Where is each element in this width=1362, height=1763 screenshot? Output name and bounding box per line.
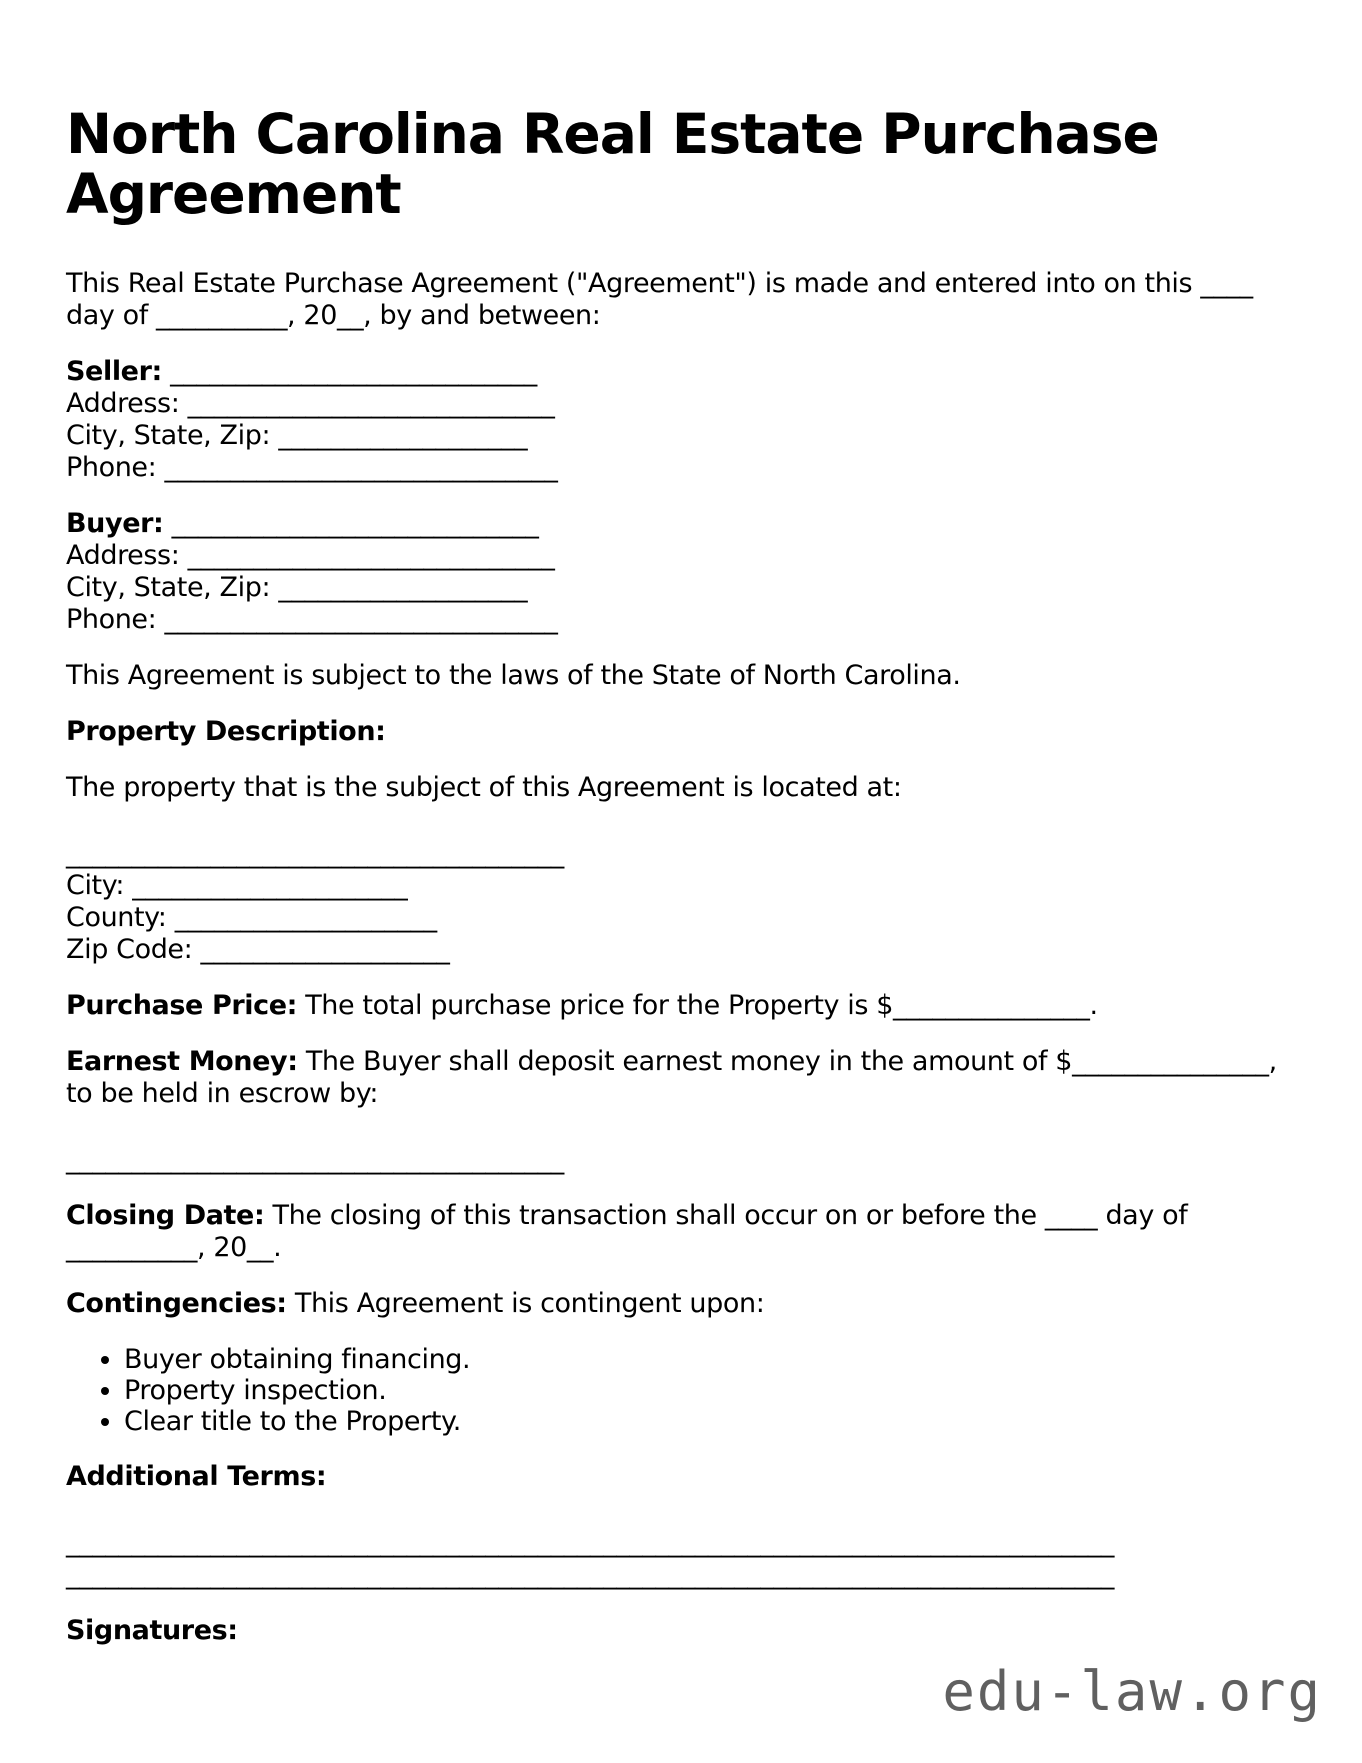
buyer-city-state-zip-label: City, State, Zip: <box>66 572 271 603</box>
contingency-item-financing: • Buyer obtaining financing. <box>124 1344 1292 1375</box>
seller-name-line <box>66 356 1292 388</box>
seller-address-blank: ____________________________ <box>187 388 555 419</box>
seller-city-state-zip-line <box>66 420 1292 452</box>
watermark: edu-law.org <box>942 1660 1322 1723</box>
contingencies-list <box>66 1344 1292 1437</box>
property-location-block <box>66 838 1292 966</box>
property-address-line <box>66 838 1292 870</box>
property-county-blank: ____________________ <box>174 902 437 933</box>
signatures-heading: Signatures: <box>66 1615 238 1646</box>
buyer-name-blank: ____________________________ <box>171 508 539 539</box>
additional-terms-blank-1: ________________________________________________________________________________ <box>66 1527 1115 1558</box>
additional-terms-heading: Additional Terms: <box>66 1461 327 1492</box>
buyer-city-state-zip-blank: ___________________ <box>278 572 528 603</box>
property-county-line <box>66 902 1292 934</box>
additional-terms-line-2 <box>66 1559 1292 1591</box>
buyer-address-label: Address: <box>66 540 180 571</box>
additional-terms-blank-2: ________________________________________________________________________________ <box>66 1559 1115 1590</box>
property-address-blank: ______________________________________ <box>66 838 564 869</box>
seller-city-state-zip-blank: ___________________ <box>278 420 528 451</box>
seller-city-state-zip-label: City, State, Zip: <box>66 420 271 451</box>
seller-phone-label: Phone: <box>66 452 157 483</box>
seller-phone-blank: ______________________________ <box>164 452 558 483</box>
seller-phone-line <box>66 452 1292 484</box>
property-intro-paragraph: The property that is the subject of this Agreement is located at: <box>66 772 902 803</box>
purchase-price-text: The total purchase price for the Property is $_______________. <box>305 990 1098 1021</box>
property-city-blank: _____________________ <box>132 870 408 901</box>
contingencies-text: This Agreement is contingent upon: <box>294 1288 765 1319</box>
closing-date-paragraph <box>66 1200 1292 1264</box>
buyer-block <box>66 508 1292 636</box>
seller-name-blank: ____________________________ <box>170 356 537 387</box>
purchase-price-label: Purchase Price: <box>66 990 298 1021</box>
document-title: North Carolina Real Estate Purchase Agreement <box>66 102 1159 226</box>
buyer-phone-label: Phone: <box>66 604 157 635</box>
earnest-money-label: Earnest Money: <box>66 1046 298 1077</box>
property-city-line <box>66 870 1292 902</box>
contingency-item-inspection: • Property inspection. <box>124 1375 1292 1406</box>
escrow-blank: ______________________________________ <box>66 1144 564 1175</box>
property-zip-blank: ___________________ <box>200 934 450 965</box>
buyer-city-state-zip-line <box>66 572 1292 604</box>
seller-label: Seller: <box>66 356 162 387</box>
closing-date-text: The closing of this transaction shall occur on or before the ____ day of __________, 20__. <box>66 1200 1188 1263</box>
escrow-blank-line <box>66 1144 1292 1176</box>
earnest-money-paragraph <box>66 1046 1292 1110</box>
contingencies-paragraph <box>66 1288 1292 1320</box>
buyer-phone-blank: ______________________________ <box>164 604 558 635</box>
governing-law-paragraph: This Agreement is subject to the laws of the State of North Carolina. <box>66 660 961 691</box>
property-county-label: County: <box>66 902 167 933</box>
property-description-heading: Property Description: <box>66 716 386 747</box>
closing-date-label: Closing Date: <box>66 1200 265 1231</box>
intro-paragraph: This Real Estate Purchase Agreement ("Agreement") is made and entered into on this ____ day of __________, 20__, by and between: <box>66 268 1253 331</box>
additional-terms-lines <box>66 1527 1292 1591</box>
contingencies-label: Contingencies: <box>66 1288 287 1319</box>
additional-terms-line-1 <box>66 1527 1292 1559</box>
buyer-phone-line <box>66 604 1292 636</box>
buyer-address-blank: ____________________________ <box>187 540 555 571</box>
seller-address-label: Address: <box>66 388 180 419</box>
buyer-name-line <box>66 508 1292 540</box>
buyer-label: Buyer: <box>66 508 164 539</box>
seller-block <box>66 356 1292 484</box>
purchase-price-paragraph <box>66 990 1292 1022</box>
property-zip-line <box>66 934 1292 966</box>
seller-address-line <box>66 388 1292 420</box>
property-city-label: City: <box>66 870 125 901</box>
property-zip-label: Zip Code: <box>66 934 193 965</box>
earnest-money-text: The Buyer shall deposit earnest money in the amount of $_______________, to be held in escrow by: <box>66 1046 1277 1109</box>
contingency-item-clear-title: • Clear title to the Property. <box>124 1406 1292 1437</box>
buyer-address-line <box>66 540 1292 572</box>
